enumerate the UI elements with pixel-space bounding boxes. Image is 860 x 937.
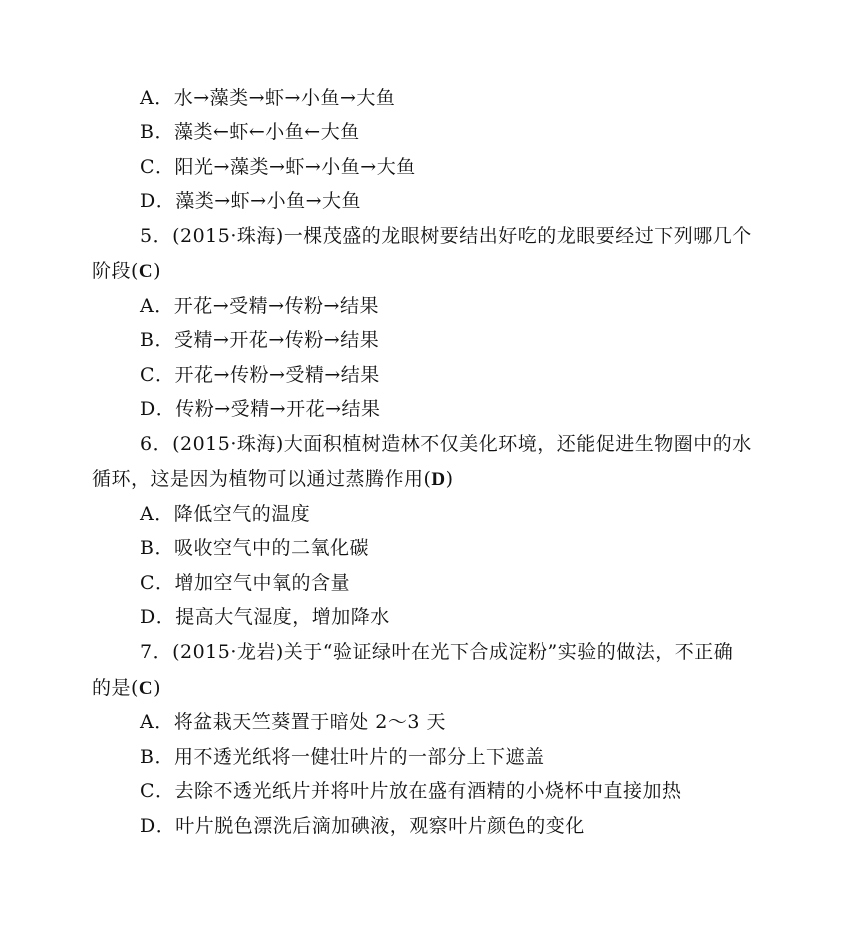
q5-option-a: A．开花→受精→传粉→结果 [140, 295, 379, 317]
q5-stem-line2 [92, 259, 161, 284]
q7-option-d: D．叶片脱色漂洗后滴加碘液，观察叶片颜色的变化 [140, 815, 585, 837]
q7-stem-line2 [92, 676, 161, 701]
q7-option-b: B．用不透光纸将一健壮叶片的一部分上下遮盖 [140, 746, 545, 768]
q6-stem-close: ) [445, 468, 454, 490]
q5-option-c: C．开花→传粉→受精→结果 [140, 364, 380, 386]
q6-option-a: A．降低空气的温度 [140, 503, 311, 525]
q6-stem-text: 循环，这是因为植物可以通过蒸腾作用( [92, 468, 432, 490]
q7-option-c: C．去除不透光纸片并将叶片放在盛有酒精的小烧杯中直接加热 [140, 780, 682, 802]
q5-stem-text: 阶段( [92, 260, 139, 282]
q6-stem-line1: 6．(2015·珠海)大面积植树造林不仅美化环境，还能促进生物圈中的水 [140, 433, 752, 455]
q5-answer: C [138, 261, 154, 282]
q7-stem-line1: 7．(2015·龙岩)关于“验证绿叶在光下合成淀粉”实验的做法，不正确 [140, 641, 734, 663]
q5-stem-close: ) [153, 260, 162, 282]
q5-stem-line1: 5．(2015·珠海)一棵茂盛的龙眼树要结出好吃的龙眼要经过下列哪几个 [140, 225, 752, 247]
q6-option-b: B．吸收空气中的二氧化碳 [140, 537, 369, 559]
q4-option-b: B．藻类←虾←小鱼←大鱼 [140, 121, 360, 143]
q7-option-a: A．将盆栽天竺葵置于暗处 2～3 天 [140, 711, 446, 733]
q7-stem-text: 的是( [92, 677, 139, 699]
q5-option-d: D．传粉→受精→开花→结果 [140, 398, 381, 420]
q4-option-a: A．水→藻类→虾→小鱼→大鱼 [140, 87, 396, 109]
q7-stem-close: ) [153, 677, 162, 699]
q6-option-d: D．提高大气湿度，增加降水 [140, 606, 390, 628]
q7-answer: C [138, 678, 154, 699]
q6-option-c: C．增加空气中氧的含量 [140, 572, 351, 594]
q4-option-d: D．藻类→虾→小鱼→大鱼 [140, 190, 361, 212]
q6-answer: D [431, 469, 446, 490]
q5-option-b: B．受精→开花→传粉→结果 [140, 329, 380, 351]
q4-option-c: C．阳光→藻类→虾→小鱼→大鱼 [140, 156, 416, 178]
q6-stem-line2 [92, 467, 454, 492]
